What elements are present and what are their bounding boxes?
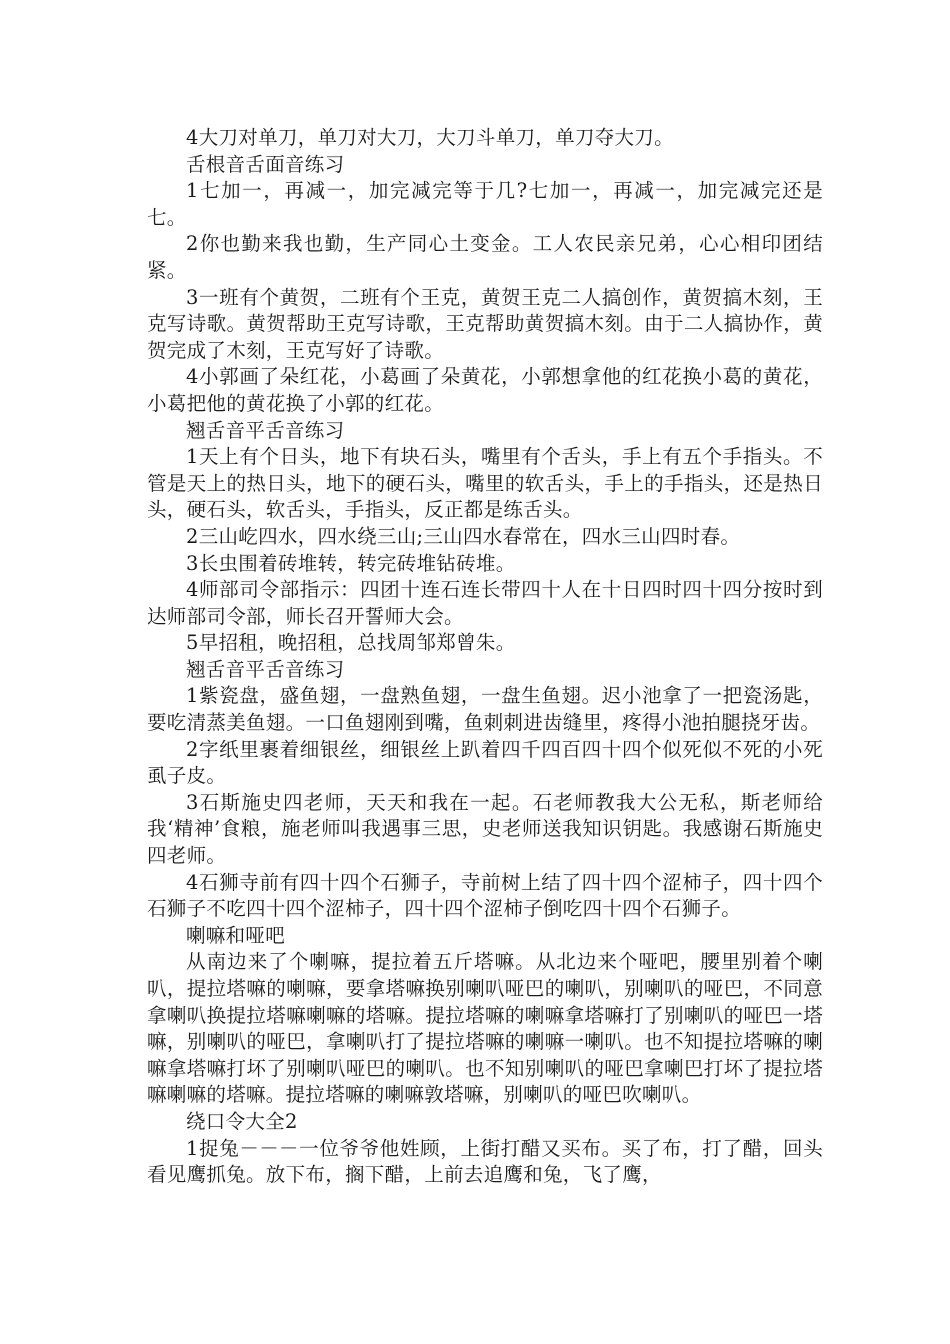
paragraph: 1捉兔－－－一位爷爷他姓顾，上街打醋又买布。买了布，打了醋，回头看见鹰抓兔。放下布，搁下醋，上前去追鹰和兔，飞了鹰，	[147, 1136, 823, 1187]
section-heading: 翘舌音平舌音练习	[186, 657, 345, 681]
section-heading: 绕口令大全2	[186, 1109, 298, 1133]
section-heading: 舌根音舌面音练习	[186, 152, 345, 176]
paragraph: 2字纸里裹着细银丝，细银丝上趴着四千四百四十四个似死似不死的小死虱子皮。	[147, 737, 823, 788]
paragraph: 4大刀对单刀，单刀对大刀，大刀斗单刀，单刀夺大刀。	[186, 126, 674, 149]
paragraph: 4石狮寺前有四十四个石狮子，寺前树上结了四十四个涩柿子，四十四个石狮子不吃四十四个涩柿子，四十四个涩柿子倒吃四十四个石狮子。	[147, 870, 823, 921]
paragraph: 3长虫围着砖堆转，转完砖堆钻砖堆。	[186, 551, 516, 575]
paragraph: 4师部司令部指示：四团十连石连长带四十人在十日四时四十四分按时到达师部司令部，师长召开誓师大会。	[147, 578, 823, 628]
paragraph: 3一班有个黄贺，二班有个王克，黄贺王克二人搞创作，黄贺搞木刻，王克写诗歌。黄贺帮助王克写诗歌，王克帮助黄贺搞木刻。由于二人搞协作，黄贺完成了木刻，王克写好了诗歌。	[147, 285, 823, 362]
paragraph: 3石斯施史四老师，天天和我在一起。石老师教我大公无私，斯老师给我‘精神’食粮，施老师叫我遇事三思，史老师送我知识钥匙。我感谢石斯施史四老师。	[147, 790, 823, 868]
paragraph: 从南边来了个喇嘛，提拉着五斤塔嘛。从北边来个哑吧，腰里别着个喇叭，提拉塔嘛的喇嘛，要拿塔嘛换别喇叭哑巴的喇叭，别喇叭的哑巴，不同意拿喇叭换提拉塔嘛喇嘛的塔嘛。提拉塔嘛的喇嘛拿塔嘛打了别喇叭的哑巴一塔嘛，别喇叭的哑巴，拿喇叭打了提拉塔嘛的喇嘛一喇叭。也不知提拉塔嘛的喇嘛拿塔嘛打坏了别喇叭哑巴的喇叭。也不知别喇叭的哑巴拿喇巴打坏了提拉塔嘛喇嘛的塔嘛。提拉塔嘛的喇嘛敦塔嘛，别喇叭的哑巴吹喇叭。	[147, 950, 823, 1107]
paragraph: 4小郭画了朵红花，小葛画了朵黄花，小郭想拿他的红花换小葛的黄花，小葛把他的黄花换了小郭的红花。	[147, 365, 823, 415]
paragraph: 2你也勤来我也勤，生产同心土变金。工人农民亲兄弟，心心相印团结紧。	[147, 232, 823, 282]
paragraph: 5早招租，晚招租，总找周邹郑曾朱。	[186, 631, 516, 655]
document-body	[147, 125, 823, 1189]
paragraph: 1天上有个日头，地下有块石头，嘴里有个舌头，手上有五个手指头。不管是天上的热日头，地下的硬石头，嘴里的软舌头，手上的手指头，还是热日头，硬石头，软舌头，手指头，反正都是练舌头。	[147, 445, 823, 522]
section-heading: 翘舌音平舌音练习	[186, 418, 345, 442]
paragraph: 1七加一，再减一，加完减完等于几?七加一，再减一，加完减完还是七。	[147, 179, 823, 229]
paragraph: 2三山屹四水，四水绕三山;三山四水春常在，四水三山四时春。	[186, 524, 741, 548]
section-heading: 喇嘛和哑吧	[186, 923, 286, 947]
paragraph: 1紫瓷盘，盛鱼翅，一盘熟鱼翅，一盘生鱼翅。迟小池拿了一把瓷汤匙，要吃清蒸美鱼翅。一口鱼翅刚到嘴，鱼刺刺进齿缝里，疼得小池拍腿挠牙齿。	[147, 684, 823, 735]
